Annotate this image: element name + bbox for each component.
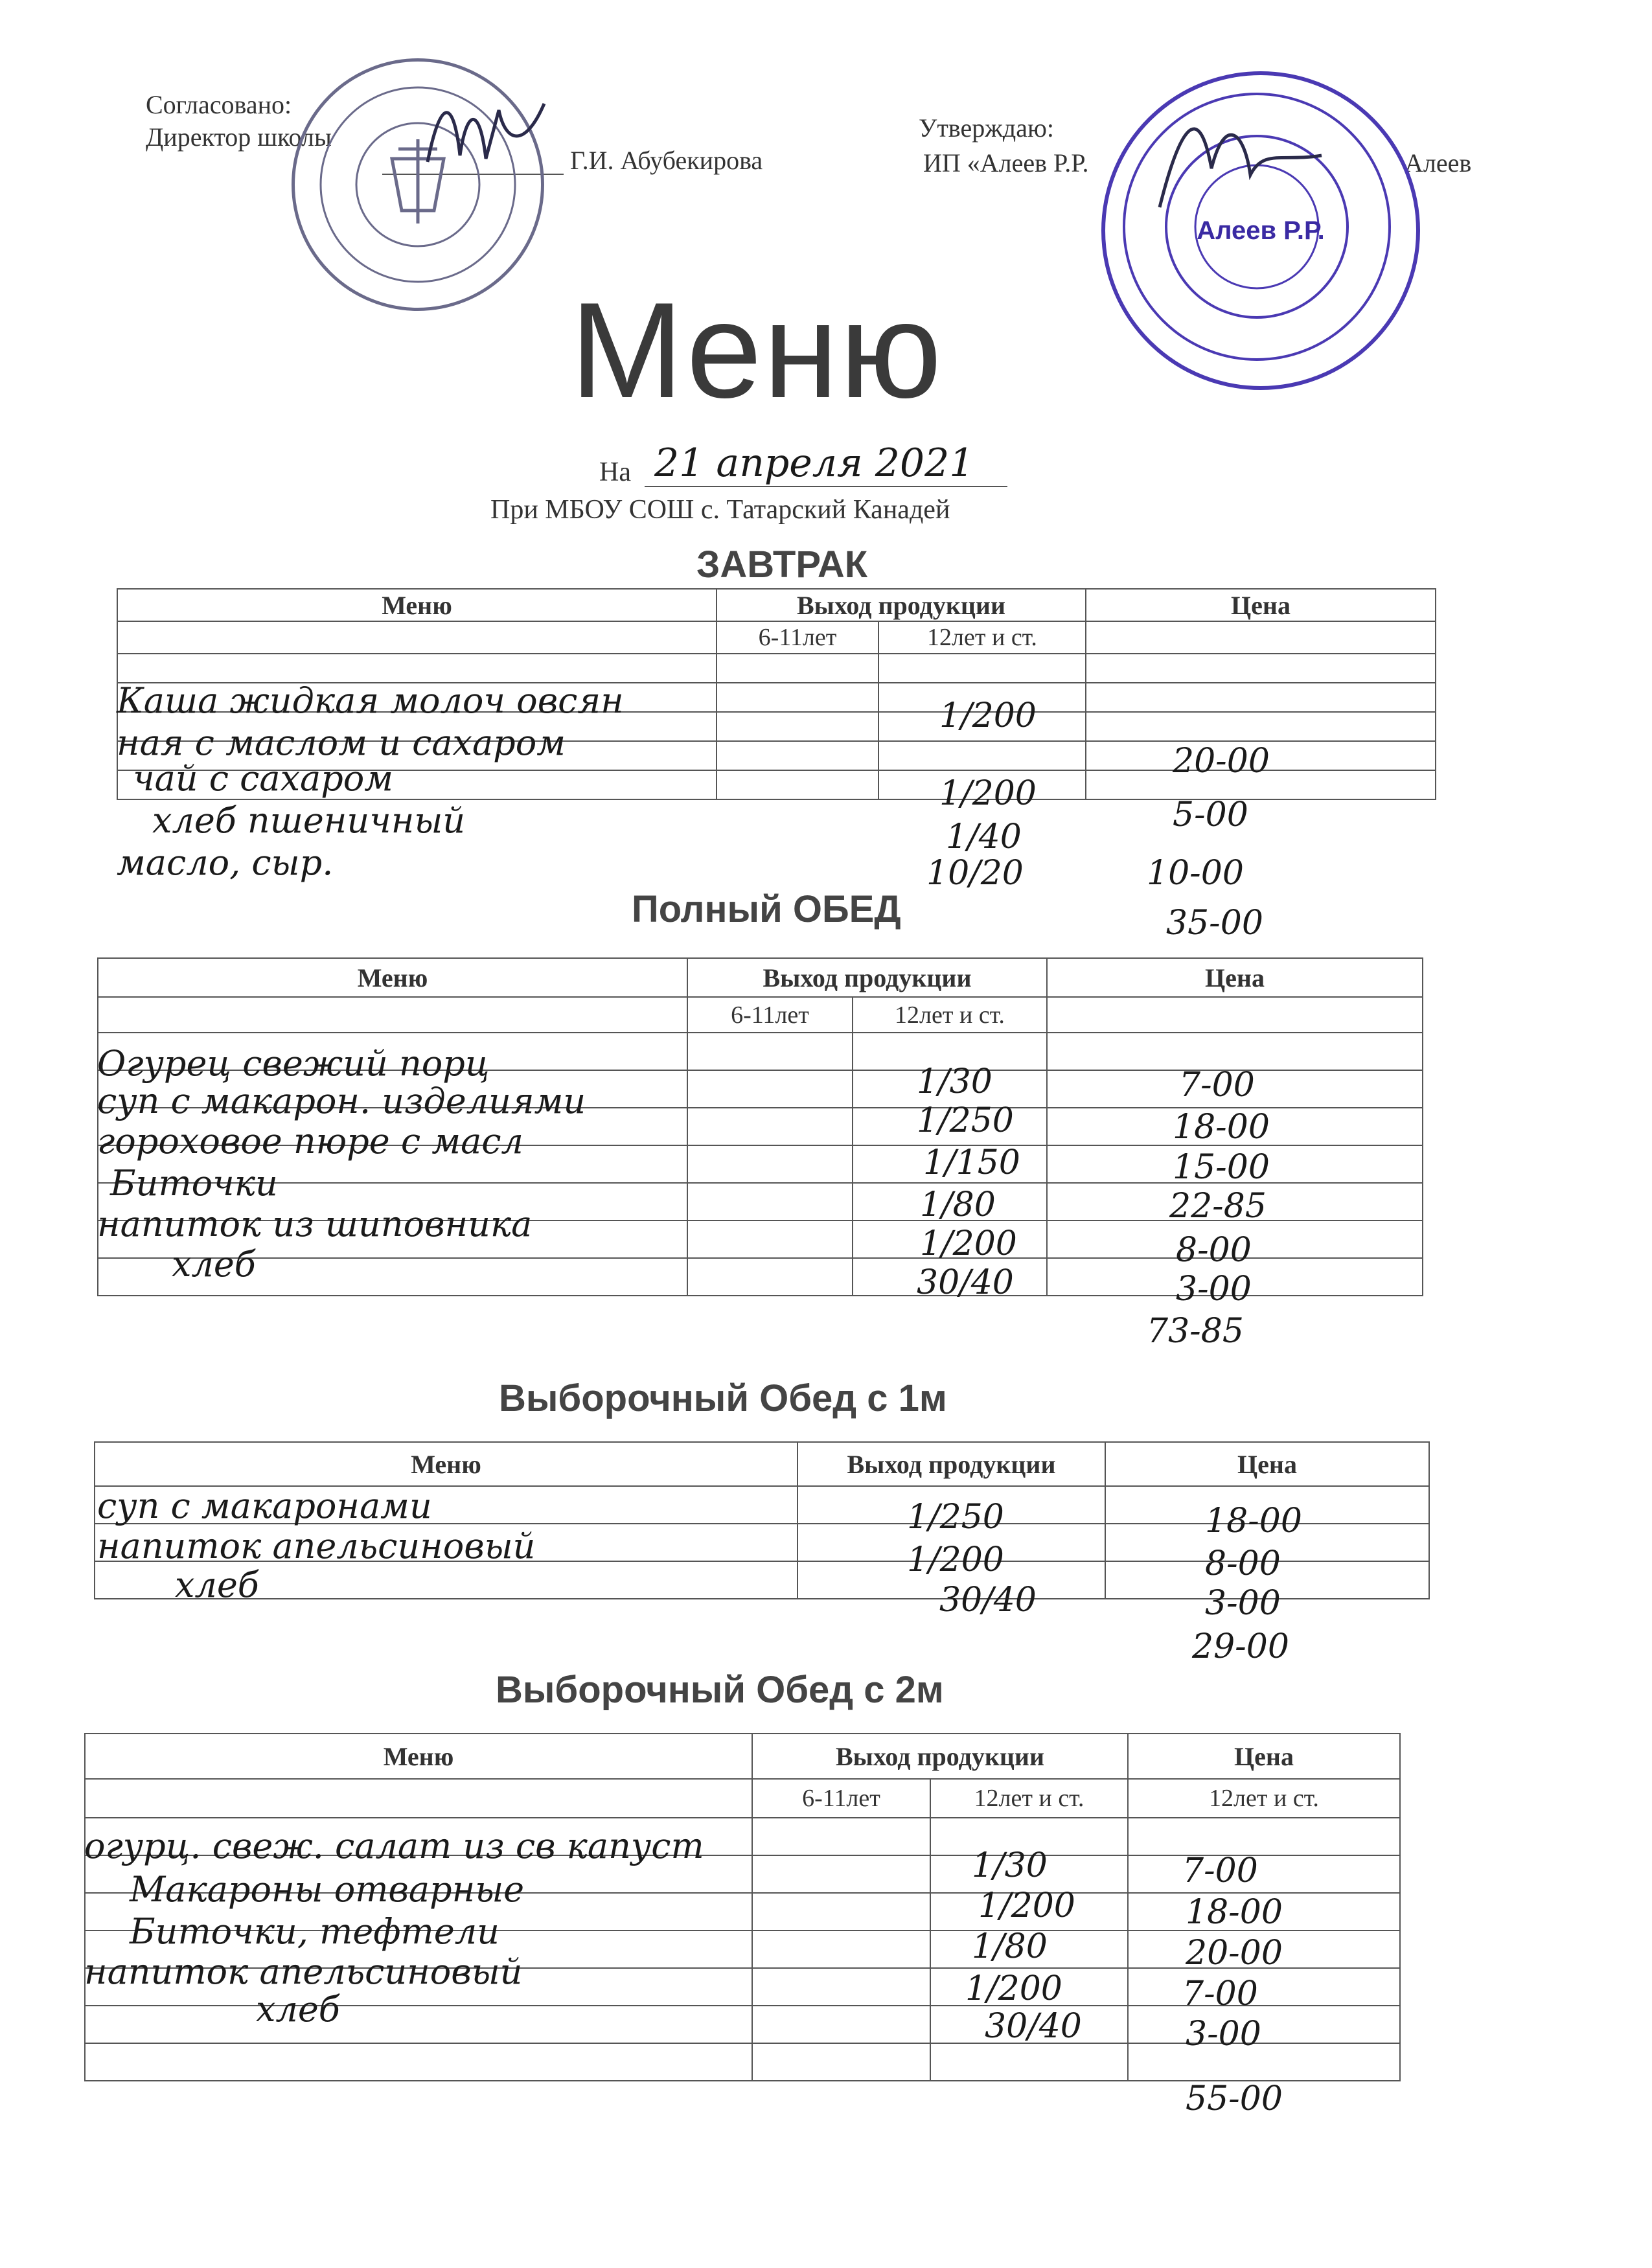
date-prefix: На bbox=[599, 457, 631, 487]
list-item-output: 1/250 bbox=[907, 1498, 1004, 1537]
col-price: Цена bbox=[1128, 1734, 1400, 1779]
list-item-price: 3-00 bbox=[1176, 1270, 1252, 1309]
ip-signature bbox=[1140, 91, 1335, 220]
list-item-price: 20-00 bbox=[1186, 1934, 1283, 1973]
col-output: Выход продукции bbox=[687, 958, 1047, 997]
list-item-output: 30/40 bbox=[939, 1581, 1037, 1620]
list-item-price: 3-00 bbox=[1205, 1584, 1281, 1623]
list-item-price: 20-00 bbox=[1173, 742, 1270, 781]
institution: При МБОУ СОШ с. Татарский Канадей bbox=[490, 495, 950, 525]
list-item-price: 10-00 bbox=[1147, 854, 1244, 893]
col-menu: Меню bbox=[98, 958, 687, 997]
col-output: Выход продукции bbox=[717, 589, 1086, 621]
list-item: Биточки bbox=[110, 1163, 278, 1204]
col-price: Цена bbox=[1047, 958, 1423, 997]
ip-stamp-center: Алеев Р.Р. bbox=[1197, 216, 1325, 245]
list-item-output: 1/200 bbox=[920, 1224, 1017, 1263]
lunch-full-total: 73-85 bbox=[1147, 1312, 1244, 1351]
col-menu: Меню bbox=[85, 1734, 752, 1779]
list-item: Макароны отварные bbox=[130, 1869, 525, 1910]
breakfast-total: 35-00 bbox=[1166, 904, 1263, 943]
list-item-price: 22-85 bbox=[1169, 1187, 1267, 1226]
list-item: напиток из шиповника bbox=[97, 1204, 533, 1244]
list-item: хлеб пшеничный bbox=[152, 800, 466, 841]
list-item-price: 18-00 bbox=[1186, 1893, 1283, 1932]
list-item: ная с маслом и сахаром bbox=[117, 722, 566, 763]
list-item-output: 1/40 bbox=[946, 818, 1022, 856]
col-price: Цена bbox=[1086, 589, 1436, 621]
list-item: Биточки, тефтели bbox=[130, 1911, 499, 1952]
list-item: суп с макаронами bbox=[97, 1485, 432, 1526]
list-item: напиток апельсиновый bbox=[97, 1526, 536, 1566]
list-item-price: 7-00 bbox=[1182, 1975, 1258, 2013]
approve-label: Утверждаю: bbox=[919, 113, 1054, 143]
breakfast-title: ЗАВТРАК bbox=[696, 544, 868, 586]
list-item-output: 1/200 bbox=[965, 1969, 1062, 2008]
lunch-1-title: Выборочный Обед с 1м bbox=[499, 1377, 947, 1419]
list-item: хлеб bbox=[172, 1244, 256, 1285]
list-item-price: 18-00 bbox=[1205, 1502, 1302, 1541]
list-item-price: 15-00 bbox=[1173, 1148, 1270, 1187]
col-age1: 6-11лет bbox=[717, 621, 878, 654]
col-age2: 12лет и ст. bbox=[853, 997, 1047, 1033]
lunch-full-title: Полный ОБЕД bbox=[632, 888, 901, 930]
director-label: Директор школы bbox=[146, 122, 332, 152]
list-item-output: 1/200 bbox=[907, 1541, 1004, 1579]
director-name: Г.И. Абубекирова bbox=[570, 146, 763, 175]
ip-label: ИП «Алеев Р.Р. bbox=[923, 148, 1089, 178]
date-handwritten: 21 апреля 2021 bbox=[654, 441, 974, 486]
list-item: огурц. свеж. салат из св капуст bbox=[84, 1826, 704, 1866]
list-item: чай с сахаром bbox=[133, 758, 394, 799]
list-item: Огурец свежий порц bbox=[97, 1043, 490, 1084]
list-item-price: 8-00 bbox=[1176, 1231, 1252, 1270]
list-item: гороховое пюре с масл bbox=[97, 1121, 523, 1162]
col-price: Цена bbox=[1105, 1442, 1429, 1486]
list-item-output: 1/200 bbox=[939, 696, 1037, 735]
col-age2: 12лет и ст. bbox=[878, 621, 1086, 654]
list-item-output: 1/250 bbox=[917, 1101, 1014, 1140]
list-item-price: 7-00 bbox=[1182, 1851, 1258, 1890]
col-output: Выход продукции bbox=[752, 1734, 1128, 1779]
lunch-2-total: 55-00 bbox=[1186, 2079, 1283, 2118]
list-item-output: 1/150 bbox=[923, 1143, 1020, 1182]
list-item-output: 10/20 bbox=[926, 854, 1024, 893]
list-item-output: 1/30 bbox=[917, 1062, 992, 1101]
col-age1: 6-11лет bbox=[687, 997, 853, 1033]
list-item-output: 1/80 bbox=[972, 1927, 1048, 1966]
list-item-price: 18-00 bbox=[1173, 1108, 1270, 1147]
list-item-output: 1/200 bbox=[978, 1886, 1075, 1925]
date-underline bbox=[645, 486, 1007, 487]
lunch-2-title: Выборочный Обед с 2м bbox=[496, 1669, 944, 1711]
list-item-output: 30/40 bbox=[985, 2007, 1082, 2046]
list-item: хлеб bbox=[175, 1564, 259, 1605]
director-signature bbox=[415, 84, 557, 188]
list-item: напиток апельсиновый bbox=[84, 1951, 523, 1992]
list-item-price: 8-00 bbox=[1205, 1544, 1281, 1583]
lunch-1-total: 29-00 bbox=[1192, 1627, 1289, 1666]
list-item: масло, сыр. bbox=[117, 842, 334, 883]
approved-label: Согласовано: bbox=[146, 90, 292, 119]
list-item-output: 1/80 bbox=[920, 1186, 996, 1224]
list-item-output: 1/200 bbox=[939, 774, 1037, 813]
list-item-output: 1/30 bbox=[972, 1846, 1048, 1885]
list-item-price: 3-00 bbox=[1186, 2015, 1261, 2054]
col-output: Выход продукции bbox=[797, 1442, 1105, 1486]
list-item: Каша жидкая молоч овсян bbox=[117, 680, 624, 721]
list-item-price: 7-00 bbox=[1179, 1066, 1255, 1105]
list-item-price: 5-00 bbox=[1173, 796, 1248, 834]
list-item: суп с макарон. изделиями bbox=[97, 1081, 586, 1121]
col-age2: 12лет и ст. bbox=[930, 1779, 1128, 1818]
list-item: хлеб bbox=[256, 1989, 340, 2030]
col-menu: Меню bbox=[95, 1442, 797, 1486]
list-item-output: 30/40 bbox=[917, 1263, 1014, 1302]
col-price-sub: 12лет и ст. bbox=[1128, 1779, 1400, 1818]
ip-name: Алеев bbox=[1405, 148, 1472, 178]
col-menu: Меню bbox=[117, 589, 717, 621]
col-age1: 6-11лет bbox=[752, 1779, 930, 1818]
page-title: Меню bbox=[570, 274, 943, 426]
